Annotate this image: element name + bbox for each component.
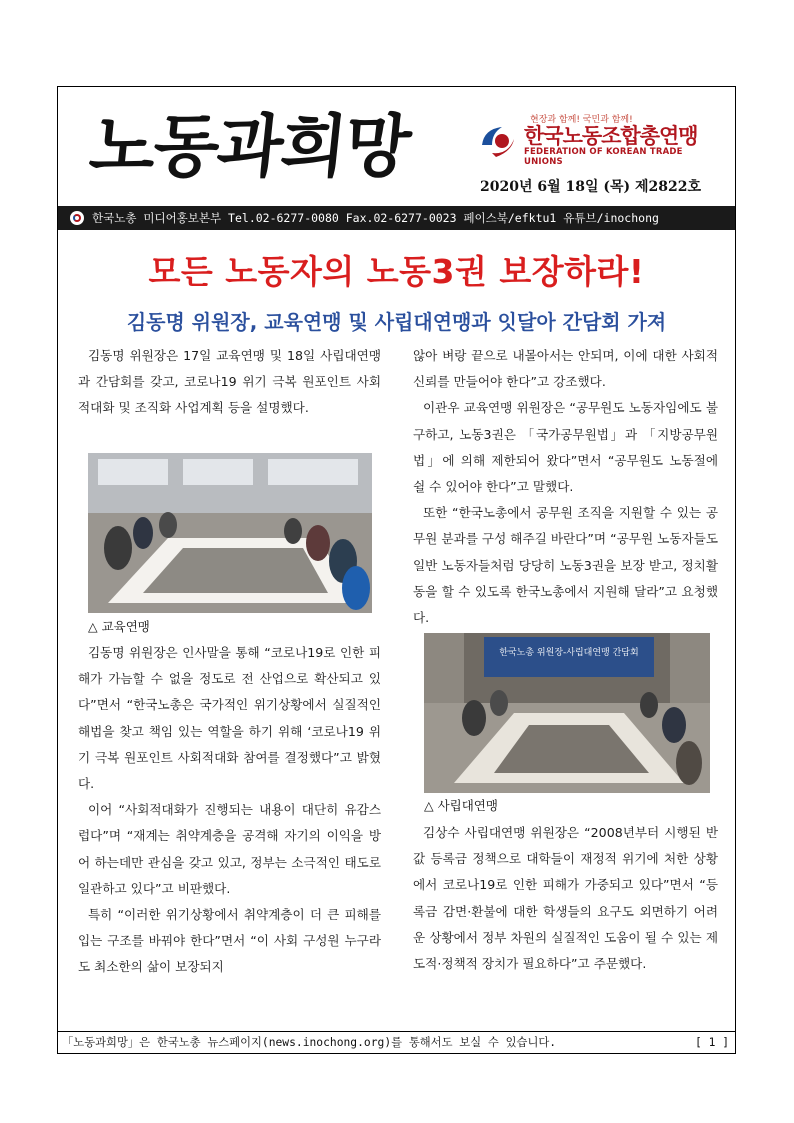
article-paragraph: 특히 “이러한 위기상황에서 취약계층이 더 큰 피해를 입는 구조를 바꿔야 한다”면서 “이 사회 구성원 누구라도 최소한의 삶이 보장되지 [78, 907, 381, 975]
article-paragraph: 이어 “사회적대화가 진행되는 내용이 대단히 유감스럽다”며 “재계는 취약계층을 공격해 자기의 이익을 방어 하는데만 관심을 갖고 있고, 정부는 소극적인 태도로 일관하고 있다”고 비판했다. [78, 802, 381, 896]
newsletter-title: 노동과희망 [85, 107, 413, 187]
article-paragraph: 또한 “한국노총에서 공무원 조직을 지원할 수 있는 공무원 분과를 구성 해주길 바란다”며 “공무원 노동자들도 일반 노동자들처럼 당당히 노동3권을 보장 받고, 정치활동을 할 수 있도록 한국노총에서 지원해 달라”고 요청했다. [413, 505, 718, 626]
issue-date: 2020년 6월 18일 (목) 제2822호 [480, 179, 702, 195]
right-column-top [413, 343, 718, 631]
right-column-bottom [413, 820, 718, 977]
left-column-bottom [78, 640, 381, 981]
photo-caption-private-university-union: △ 사립대연맹 [424, 798, 498, 813]
meeting-photo-private-university-union [424, 633, 710, 793]
contact-info-text: 한국노총 미디어홍보본부 Tel.02-6277-0080 Fax.02-6277-0023 페이스북/efktu1 유튜브/inochong [92, 211, 659, 225]
fktu-logo-icon [478, 123, 518, 159]
article-paragraph: 김동명 위원장은 17일 교육연맹 및 18일 사립대연맹과 간담회를 갖고, 코로나19 위기 극복 원포인트 사회적대화 및 조직화 사업계획 등을 설명했다. [78, 348, 381, 416]
photo-image [88, 453, 372, 613]
org-name-korean: 한국노동조합총연맹 [524, 124, 698, 148]
meeting-photo-education-union [88, 453, 372, 613]
article-paragraph: 김상수 사립대연맹 위원장은 “2008년부터 시행된 반값 등록금 정책으로 대학들이 재정적 위기에 처한 상황에서 코로나19로 인한 피해가 가중되고 있다”면서 “등록금 감면·환불에 대한 학생들의 요구도 외면하기 어려운 상황에서 정부 차원의 실질적인 도움이 될 수 있는 제도적·정책적 장치가 필요하다”고 주문했다. [413, 825, 718, 972]
photo-banner-text: 한국노총 위원장-사립대연맹 간담회 [499, 648, 639, 658]
contact-info-bar [58, 206, 735, 230]
photo-caption-education-union: △ 교육연맹 [88, 619, 150, 634]
footer [58, 1031, 735, 1053]
subheadline: 김동명 위원장, 교육연맹 및 사립대연맹과 잇달아 간담회 가져 [126, 310, 667, 334]
headline: 모든 노동자의 노동3권 보장하라! [148, 252, 645, 291]
article-paragraph: 김동명 위원장은 인사말을 통해 “코로나19로 인한 피해가 가늠할 수 없을 정도로 전 산업으로 확산되고 있다”면서 “한국노총은 국가적인 위기상황에서 실질적인 해법을 찾고 책임 있는 역할을 하기 위해 ‘코로나19 위기 극복 원포인트 사회적대화 참여를 결정했다”고 밝혔다. [78, 645, 381, 792]
org-slogan: 현장과 함께! 국민과 함께! [530, 115, 633, 125]
org-name-english: FEDERATION OF KOREAN TRADE UNIONS [524, 147, 683, 167]
footer-note: 「노동과희망」은 한국노총 뉴스페이지(news.inochong.org)를 통해서도 보실 수 있습니다. [62, 1036, 557, 1049]
left-column-top [78, 343, 381, 422]
article-paragraph: 않아 벼랑 끝으로 내몰아서는 안되며, 이에 대한 사회적 신뢰를 만들어야 한다”고 강조했다. [413, 348, 718, 390]
photo-image [424, 633, 710, 793]
fktu-mini-logo-icon [70, 211, 84, 225]
page-number: [ 1 ] [694, 1036, 729, 1049]
article-paragraph: 이관우 교육연맹 위원장은 “공무원도 노동자임에도 불구하고, 노동3권은 「국가공무원법」과 「지방공무원법」에 의해 제한되어 왔다”면서 “공무원도 노동절에 쉴 수 있어야 한다”고 말했다. [413, 400, 718, 495]
